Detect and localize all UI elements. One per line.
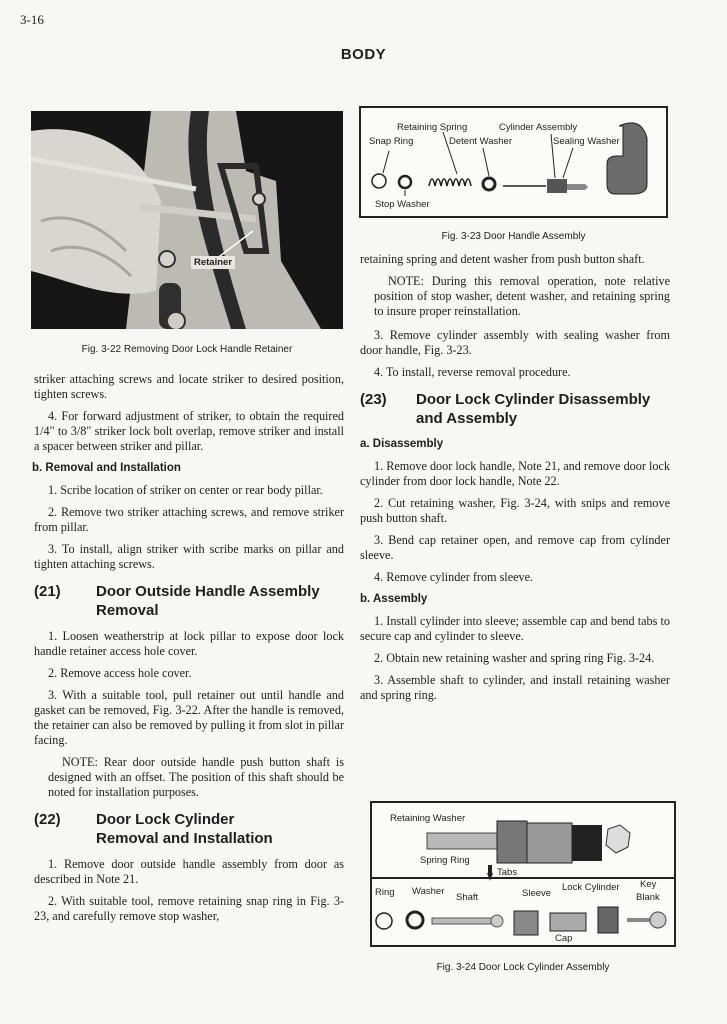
- right-column: [360, 252, 670, 710]
- sealing-washer-label: Sealing Washer: [553, 136, 620, 147]
- shaft-label: Shaft: [456, 892, 479, 903]
- fig-3-24-box: [370, 801, 676, 947]
- cylinder-assembly-label: Cylinder Assembly: [499, 122, 578, 133]
- section-title-line1: Door Lock Cylinder Disassembly: [416, 391, 651, 408]
- paragraph: 2. Cut retaining washer, Fig. 3-24, with snips and remove push button shaft.: [360, 496, 670, 525]
- left-column: [34, 372, 344, 931]
- paragraph: 2. Remove two striker attaching screws, and remove striker from pillar.: [34, 505, 344, 534]
- paragraph: 3. Bend cap retainer open, and remove cap from cylinder sleeve.: [360, 533, 670, 562]
- note: NOTE: During this removal operation, note relative position of stop washer, detent washer, and retaining spring to insure proper reinstallation.: [374, 274, 670, 318]
- section-title-line2: Removal and Installation: [96, 830, 273, 847]
- paragraph: 1. Scribe location of striker on center or rear body pillar.: [48, 483, 323, 497]
- paragraph: 1. Loosen weatherstrip at lock pillar to expose door lock handle retainer access hole cover.: [34, 629, 344, 658]
- paragraph: 3. Assemble shaft to cylinder, and install retaining washer and spring ring.: [360, 673, 670, 702]
- note: NOTE: Rear door outside handle push button shaft is designed with an offset. The position of this shaft should be noted for installation purposes.: [48, 755, 344, 799]
- section-21-heading: [34, 582, 344, 620]
- retaining-spring-label: Retaining Spring: [397, 122, 468, 133]
- section-title-line2: Removal: [96, 602, 159, 619]
- section-23-heading: [360, 390, 670, 428]
- paragraph: 3. Remove cylinder assembly with sealing washer from door handle, Fig. 3-23.: [360, 328, 670, 357]
- spring-ring-label: Spring Ring: [420, 855, 470, 866]
- running-head: BODY: [340, 46, 387, 63]
- fig-3-22-photo: [31, 111, 343, 329]
- paragraph: 2. Obtain new retaining washer and spring ring Fig. 3-24.: [374, 651, 655, 665]
- detent-washer-label: Detent Washer: [449, 136, 513, 147]
- paragraph: 4. For forward adjustment of striker, to obtain the required 1/4" to 3/8" striker lock bolt overlap, remove striker and install a spacer between striker and pillar.: [34, 409, 344, 453]
- subheading-disassembly: a. Disassembly: [360, 438, 444, 450]
- section-number: (23): [360, 391, 387, 408]
- paragraph: 3. To install, align striker with scribe marks on pillar and tighten attaching screws.: [34, 542, 344, 571]
- cap-label: Cap: [555, 933, 573, 944]
- sleeve-label: Sleeve: [522, 888, 552, 899]
- tabs-label: Tabs: [497, 867, 518, 878]
- fig-3-23-caption: Fig. 3-23 Door Handle Assembly: [441, 231, 586, 242]
- blank-label: Blank: [636, 892, 660, 903]
- retainer-label: Retainer: [191, 256, 235, 269]
- section-number: (21): [34, 583, 61, 600]
- photo-illustration: [31, 111, 343, 329]
- key-label: Key: [640, 879, 657, 890]
- section-number: (22): [34, 811, 61, 828]
- paragraph: 4. To install, reverse removal procedure.: [374, 365, 571, 379]
- fig-3-24-caption: Fig. 3-24 Door Lock Cylinder Assembly: [436, 962, 610, 973]
- snap-ring-label: Snap Ring: [369, 136, 414, 147]
- paragraph: 3. With a suitable tool, pull retainer out until handle and gasket can be removed, Fig. 3-22. After the handle is removed, the retainer can also be removed by pulling it from slot in pillar facing.: [34, 688, 344, 747]
- lock-cylinder-label: Lock Cylinder: [562, 882, 620, 893]
- subheading-assembly: b. Assembly: [360, 593, 428, 605]
- paragraph: 1. Remove door lock handle, Note 21, and remove door lock cylinder from door lock handle, Note 22.: [360, 459, 670, 488]
- stop-washer-label: Stop Washer: [375, 199, 430, 210]
- washer-label: Washer: [412, 886, 445, 897]
- fig-3-23-box: [359, 106, 668, 218]
- paragraph: 1. Install cylinder into sleeve; assemble cap and bend tabs to secure cap and cylinder to sleeve.: [360, 614, 670, 643]
- section-22-heading: [34, 810, 344, 848]
- ring-label: Ring: [375, 887, 395, 898]
- section-title-line1: Door Lock Cylinder: [96, 811, 235, 828]
- section-title-line1: Door Outside Handle Assembly: [96, 583, 320, 600]
- lock-cylinder-parts-drawing: [372, 803, 674, 945]
- page-number: 3-16: [20, 12, 44, 27]
- retaining-washer-label: Retaining Washer: [390, 813, 466, 824]
- paragraph: 2. Remove access hole cover.: [48, 666, 192, 680]
- paragraph: retaining spring and detent washer from push button shaft.: [360, 252, 645, 266]
- paragraph: 2. With suitable tool, remove retaining snap ring in Fig. 3-23, and carefully remove stop washer,: [34, 894, 344, 923]
- section-title-line2: and Assembly: [416, 410, 518, 427]
- paragraph: striker attaching screws and locate striker to desired position, tighten screws.: [34, 372, 344, 401]
- subheading-removal-installation: b. Removal and Installation: [32, 462, 181, 474]
- paragraph: 4. Remove cylinder from sleeve.: [374, 570, 534, 584]
- door-handle-parts-drawing: [361, 108, 666, 216]
- fig-3-22-caption: Fig. 3-22 Removing Door Lock Handle Retainer: [81, 344, 293, 355]
- paragraph: 1. Remove door outside handle assembly from door as described in Note 21.: [34, 857, 344, 886]
